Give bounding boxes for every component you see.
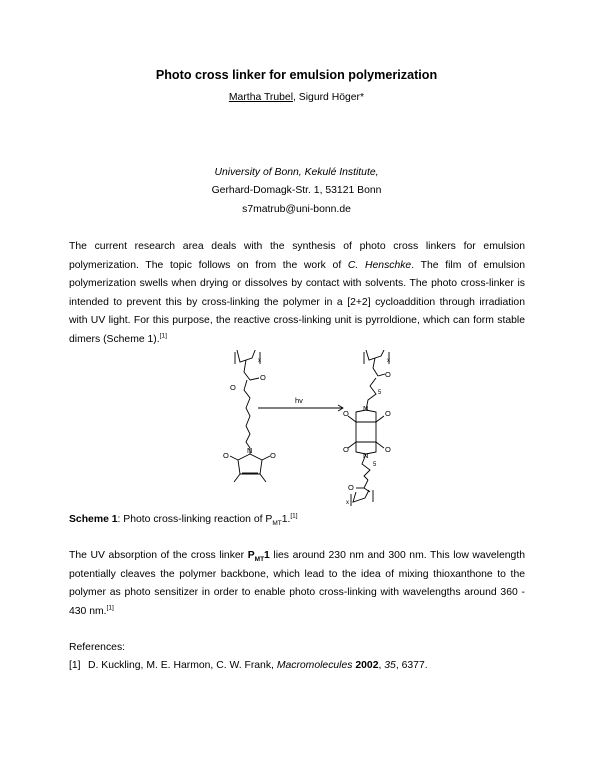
caption-text: : Photo cross-linking reaction of P — [117, 514, 273, 525]
product-subscript-x-bottom: x — [346, 500, 349, 506]
intro-paragraph — [69, 238, 525, 349]
author-corresponding: Sigurd Höger* — [298, 92, 365, 103]
author-separator: , — [293, 92, 299, 103]
intro-text-2: . The film of emulsion polymerization swells when drying or dissolves by contact with solvents. The photo cross-linker is intended to prevent this by cross-linking the polymer in a [2+2] cycloaddition through irradiation with UV light. For this purpose, the reactive cross-linking unit is pyrroldione, which can form stable dimers (Scheme 1). — [69, 259, 525, 345]
compound-subscript: MT — [254, 556, 265, 564]
product-nitrogen-bottom: N — [363, 451, 369, 460]
product-oxygen-top-right: O — [385, 409, 391, 418]
reactant-subscript-x: x — [258, 358, 261, 364]
reference-number: [1] — [69, 660, 81, 671]
caption-subscript: MT — [272, 520, 282, 528]
reactant-oxygen-imide-left: O — [223, 451, 229, 460]
reactant-oxygen-ester: O — [230, 383, 236, 392]
citation-marker: [1] — [159, 332, 167, 340]
caption-end: 1. — [281, 514, 291, 525]
cited-author: C. Henschke — [347, 259, 412, 271]
affiliation-email: s7matrub@uni-bonn.de — [242, 204, 351, 215]
product-spacer-n-bottom: 5 — [373, 462, 377, 468]
product-nitrogen-top: N — [363, 404, 369, 413]
reactant-ester — [244, 360, 250, 380]
cyclobutane-core — [356, 422, 376, 442]
reference-volume: 35 — [384, 660, 396, 671]
reactant-oxygen-imide-right: O — [270, 451, 276, 460]
reference-authors: D. Kuckling, M. E. Harmon, C. W. Frank, — [88, 660, 277, 671]
caption-label: Scheme 1 — [69, 514, 118, 525]
compound-name — [247, 550, 270, 564]
references-heading: References: — [69, 642, 126, 653]
reference-journal: Macromolecules — [276, 660, 353, 671]
compound-p: P — [247, 550, 255, 561]
reactant-nitrogen: N — [247, 446, 253, 455]
reactant-backbone — [237, 350, 256, 362]
reactant-oxygen-carbonyl: O — [260, 373, 266, 382]
scheme-caption — [69, 512, 298, 528]
uv-citation: [1] — [106, 604, 114, 612]
page-title: Photo cross linker for emulsion polymerization — [155, 68, 438, 82]
reactant-spacer-chain — [244, 380, 250, 448]
uv-text-1: The UV absorption of the cross linker — [69, 550, 248, 561]
compound-number: 1 — [264, 550, 270, 561]
intro-text-1: The current research area deals with the synthesis of photo cross linkers for emulsion polymerization. The topic follows on from the work of — [69, 241, 525, 271]
reaction-scheme — [170, 350, 430, 510]
product-oxygen-bottom-right: O — [385, 445, 391, 454]
uv-text-2: lies around 230 nm and 300 nm. This low wavelength potentially cleaves the polymer backbone, which lead to the idea of mixing thioxanthone to the polymer as photo sensitizer in order to enable photo cross-linking with wavelengths around 360 - 430 nm. — [69, 550, 525, 617]
product-oxygen-bottom-left: O — [343, 445, 349, 454]
maleimide-ring — [238, 454, 262, 474]
product-spacer-n-top: 5 — [378, 390, 382, 396]
affiliation-address: Gerhard-Domagk-Str. 1, 53121 Bonn — [211, 185, 382, 196]
product-oxygen-top-ester: O — [385, 370, 391, 379]
author-presenting: Martha Trubel — [228, 92, 294, 103]
product-backbone-bottom — [353, 490, 369, 502]
reference-item: [1] D. Kuckling, M. E. Harmon, C. W. Frank, Macromolecules 2002, 35, 6377. — [69, 660, 428, 671]
arrow-label-hv: hv — [295, 396, 303, 405]
caption-citation: [1] — [290, 512, 298, 520]
affiliation-institute: University of Bonn, Kekulé Institute, — [214, 167, 379, 178]
uv-paragraph — [69, 547, 525, 621]
product-oxygen-top-left: O — [343, 409, 349, 418]
reference-pages: 6377 — [401, 660, 425, 671]
product-backbone-top — [366, 350, 385, 360]
product-oxygen-bottom-ester: O — [348, 483, 354, 492]
reference-year: 2002 — [355, 660, 379, 671]
author-line — [0, 92, 593, 103]
product-subscript-x-top: x — [387, 358, 390, 364]
